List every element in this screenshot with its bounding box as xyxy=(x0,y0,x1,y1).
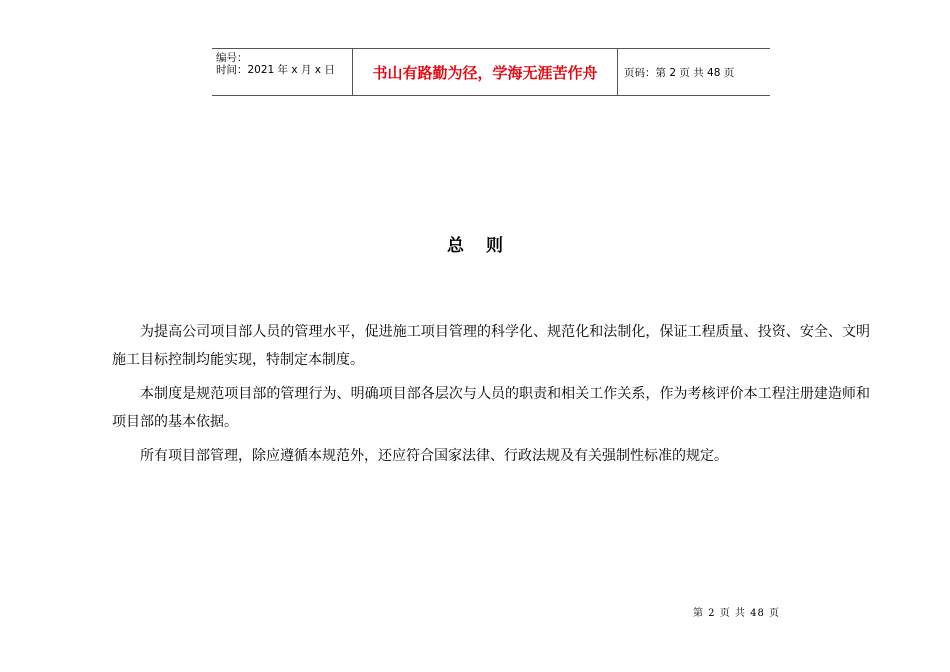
section-title: 总则 xyxy=(447,236,525,256)
paragraph-2: 本制度是规范项目部的管理行为、明确项目部各层次与人员的职责和相关工作关系，作为考核评价本工程注册建造师和项目部的基本依据。 xyxy=(112,386,870,430)
header-meta xyxy=(212,49,353,95)
paragraph-3: 所有项目部管理，除应遵循本规范外，还应符合国家法律、行政法规及有关强制性标准的规定。 xyxy=(140,448,728,464)
header-motto: 书山有路勤为径，学海无涯苦作舟 xyxy=(353,49,618,95)
body-text xyxy=(112,318,870,476)
paragraph-1: 为提高公司项目部人员的管理水平，促进施工项目管理的科学化、规范化和法制化，保证工程质量、投资、安全、文明施工目标控制均能实现，特制定本制度。 xyxy=(112,324,870,368)
header-page-code: 页码：第 2 页 共 48 页 xyxy=(624,66,735,79)
document-number-label: 编号： xyxy=(216,52,248,64)
page-header xyxy=(212,48,770,96)
page-footer: 第 2 页 共 48 页 xyxy=(693,608,780,619)
document-time-label: 时间：2021 年 x 月 x 日 xyxy=(216,64,335,76)
